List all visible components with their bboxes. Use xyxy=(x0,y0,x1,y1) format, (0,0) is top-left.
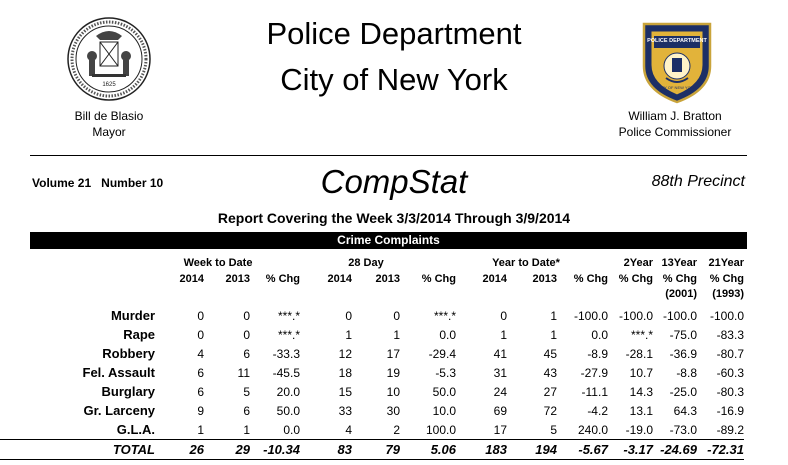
row-label: Murder xyxy=(110,308,155,323)
row-label: Rape xyxy=(123,327,155,342)
table-cell: 27 xyxy=(543,384,557,399)
table-cell: 29 xyxy=(204,440,250,460)
table-cell: ***.* xyxy=(630,327,653,342)
city-seal-icon xyxy=(66,16,152,102)
title-line-1: Police Department xyxy=(266,16,522,51)
table-cell: -16.9 xyxy=(716,403,744,418)
issue-number: Number 10 xyxy=(101,176,164,190)
table-cell: 33 xyxy=(338,403,352,418)
volume: Volume 21 xyxy=(32,176,92,190)
table-cell: -5.67 xyxy=(557,440,608,460)
table-cell: -4.2 xyxy=(587,403,608,418)
table-cell: 9 xyxy=(197,403,204,418)
report-covering: Report Covering the Week 3/3/2014 Through 3/9/2014 xyxy=(217,210,571,226)
table-row xyxy=(0,420,744,440)
group-13year: 13Year xyxy=(661,257,697,269)
table-cell: 43 xyxy=(543,365,557,380)
table-cell: 1 xyxy=(550,308,557,323)
mayor-title: Mayor xyxy=(92,125,126,139)
table-cell: 1 xyxy=(345,327,352,342)
table-cell: 1 xyxy=(550,327,557,342)
table-cell: 4 xyxy=(345,422,352,437)
table-cell: 69 xyxy=(493,403,507,418)
table-cell: -11.1 xyxy=(581,384,608,399)
table-cell: 6 xyxy=(197,384,204,399)
table-cell: 19 xyxy=(386,365,400,380)
table-cell: 0 xyxy=(243,327,250,342)
col-ytd-2014: 2014 xyxy=(482,273,507,285)
table-cell: 0.0 xyxy=(591,327,608,342)
table-row xyxy=(0,382,744,401)
row-label: Gr. Larceny xyxy=(83,403,155,418)
col-2year-pct: % Chg xyxy=(618,273,653,285)
table-cell: 6 xyxy=(243,346,250,361)
col-28d-pct: % Chg xyxy=(421,273,456,285)
table-cell: 0 xyxy=(243,308,250,323)
col-wtd-2014: 2014 xyxy=(179,273,204,285)
table-cell: -60.3 xyxy=(716,365,744,380)
table-cell: 6 xyxy=(197,365,204,380)
table-cell: 183 xyxy=(456,440,507,460)
table-cell: 0.0 xyxy=(439,327,456,342)
table-cell: -100.0 xyxy=(709,308,744,323)
table-cell: 0 xyxy=(393,308,400,323)
row-label: Fel. Assault xyxy=(82,365,155,380)
total-row xyxy=(0,440,744,460)
table-cell: 79 xyxy=(352,440,400,460)
table-cell: 17 xyxy=(493,422,507,437)
table-cell: 72 xyxy=(543,403,557,418)
table-cell: 0 xyxy=(197,327,204,342)
col-ytd-pct: % Chg xyxy=(573,273,608,285)
col-ytd-2013: 2013 xyxy=(532,273,557,285)
table-cell: 10.7 xyxy=(629,365,653,380)
table-cell: -19.0 xyxy=(625,422,653,437)
table-cell: ***.* xyxy=(433,308,456,323)
table-cell: 26 xyxy=(155,440,204,460)
table-cell: -80.7 xyxy=(716,346,744,361)
table-cell: 4 xyxy=(197,346,204,361)
table-cell: 11 xyxy=(237,365,250,380)
row-label: TOTAL xyxy=(0,440,155,460)
table-cell: 14.3 xyxy=(629,384,653,399)
table-cell: 10 xyxy=(386,384,400,399)
table-cell: 20.0 xyxy=(276,384,300,399)
table-cell: 24 xyxy=(493,384,507,399)
table-row xyxy=(0,306,744,325)
table-cell: 1 xyxy=(243,422,250,437)
precinct: 88th Precinct xyxy=(651,173,745,190)
table-cell: -29.4 xyxy=(428,346,456,361)
group-28-day: 28 Day xyxy=(348,257,384,269)
table-cell: 31 xyxy=(493,365,507,380)
seal-year: 1625 xyxy=(102,82,116,88)
group-21year: 21Year xyxy=(708,257,744,269)
commissioner-name: William J. Bratton xyxy=(628,109,722,123)
table-cell: 18 xyxy=(338,365,352,380)
table-cell: -36.9 xyxy=(669,346,697,361)
table-cell: 50.0 xyxy=(276,403,300,418)
table-cell: 0 xyxy=(197,308,204,323)
table-row xyxy=(0,401,744,420)
badge-text: POLICE DEPARTMENT xyxy=(647,38,707,44)
table-cell: 45 xyxy=(543,346,557,361)
table-cell: -24.69 xyxy=(653,440,697,460)
table-cell: 30 xyxy=(386,403,400,418)
crime-table xyxy=(0,306,744,460)
table-cell: 5 xyxy=(243,384,250,399)
table-cell: -8.8 xyxy=(676,365,697,380)
table-cell: -80.3 xyxy=(716,384,744,399)
badge-subtext: CITY OF NEW YORK xyxy=(657,85,697,90)
row-label: G.L.A. xyxy=(116,422,155,437)
table-cell: -89.2 xyxy=(716,422,744,437)
table-cell: 1 xyxy=(500,327,507,342)
table-cell: 41 xyxy=(493,346,507,361)
table-cell: 15 xyxy=(338,384,352,399)
table-cell: 50.0 xyxy=(432,384,456,399)
table-cell: 194 xyxy=(507,440,557,460)
col-21year-base: (1993) xyxy=(712,288,744,300)
table-cell: 100.0 xyxy=(425,422,456,437)
table-row xyxy=(0,325,744,344)
table-cell: -33.3 xyxy=(272,346,300,361)
col-13year-base: (2001) xyxy=(665,288,697,300)
table-row xyxy=(0,363,744,382)
table-cell: ***.* xyxy=(277,308,300,323)
table-cell: -100.0 xyxy=(573,308,608,323)
table-cell: -25.0 xyxy=(669,384,697,399)
table-cell: 64.3 xyxy=(673,403,697,418)
table-cell: -5.3 xyxy=(435,365,456,380)
row-label: Burglary xyxy=(101,384,155,399)
table-cell: 240.0 xyxy=(577,422,608,437)
col-13year-pct: % Chg xyxy=(662,273,697,285)
mayor-name: Bill de Blasio xyxy=(74,109,144,123)
col-wtd-pct: % Chg xyxy=(265,273,300,285)
table-cell: -45.5 xyxy=(272,365,300,380)
table-cell: -100.0 xyxy=(662,308,697,323)
table-cell: 0 xyxy=(345,308,352,323)
table-cell: ***.* xyxy=(277,327,300,342)
table-cell: -28.1 xyxy=(625,346,653,361)
table-cell: -73.0 xyxy=(669,422,697,437)
table-cell: -72.31 xyxy=(697,440,744,460)
table-cell: 0 xyxy=(500,308,507,323)
table-cell: 6 xyxy=(243,403,250,418)
table-cell: -27.9 xyxy=(580,365,608,380)
table-cell: -83.3 xyxy=(716,327,744,342)
table-cell: -3.17 xyxy=(608,440,653,460)
table-row xyxy=(0,344,744,363)
section-bar: Crime Complaints xyxy=(30,232,747,249)
table-cell: 10.0 xyxy=(432,403,456,418)
table-cell: 17 xyxy=(386,346,400,361)
report-name: CompStat xyxy=(320,163,468,200)
group-week-to-date: Week to Date xyxy=(183,257,253,269)
table-cell: 0.0 xyxy=(283,422,300,437)
table-cell: 1 xyxy=(393,327,400,342)
table-cell: 83 xyxy=(300,440,352,460)
table-cell: 5.06 xyxy=(400,440,456,460)
header-divider xyxy=(30,155,747,156)
table-cell: 5 xyxy=(550,422,557,437)
col-21year-pct: % Chg xyxy=(709,273,744,285)
table-cell: -75.0 xyxy=(669,327,697,342)
title-line-2: City of New York xyxy=(280,62,508,97)
table-cell: 1 xyxy=(197,422,204,437)
table-cell: 13.1 xyxy=(629,403,653,418)
commissioner-title: Police Commissioner xyxy=(618,125,732,139)
table-cell: -8.9 xyxy=(587,346,608,361)
group-2year: 2Year xyxy=(623,257,653,269)
col-wtd-2013: 2013 xyxy=(225,273,250,285)
col-28d-2013: 2013 xyxy=(375,273,400,285)
row-label: Robbery xyxy=(102,346,155,361)
table-cell: 2 xyxy=(393,422,400,437)
group-year-to-date: Year to Date* xyxy=(492,257,560,269)
table-cell: -10.34 xyxy=(250,440,300,460)
table-cell: 12 xyxy=(338,346,352,361)
table-cell: -100.0 xyxy=(618,308,653,323)
nypd-badge-icon xyxy=(638,18,716,104)
col-28d-2014: 2014 xyxy=(327,273,352,285)
